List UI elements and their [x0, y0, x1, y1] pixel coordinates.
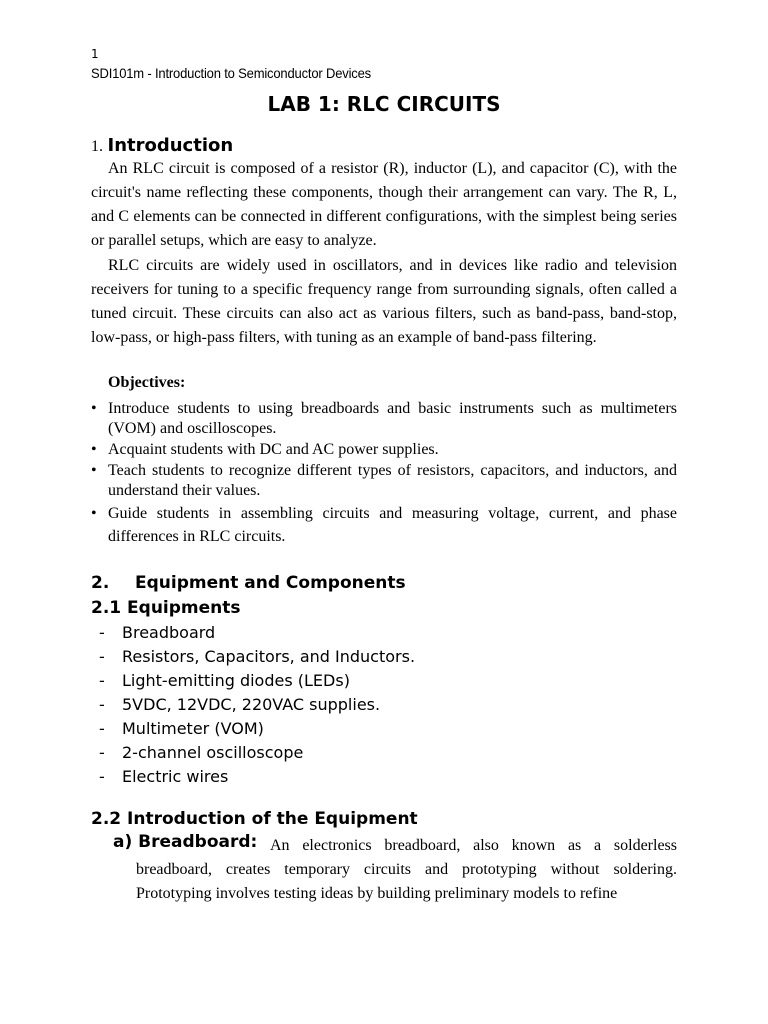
objective-text: Guide students in assembling circuits and measuring voltage, current, and phase differences in RLC circuits.: [108, 505, 677, 545]
intro-paragraph-1: An RLC circuit is composed of a resistor (R), inductor (L), and capacitor (C), with the circuit's name reflecting these components, though their arrangement can vary. The R, L, and C elements can be connected in different configurations, with the simplest being series or parallel setups, which are easy to analyze.: [91, 160, 677, 249]
objective-item: [91, 440, 677, 460]
objective-text: Teach students to recognize different types of resistors, capacitors, and inductors, and understand their values.: [108, 462, 677, 499]
equipment-text: 2-channel oscilloscope: [122, 743, 304, 762]
list-item: - Breadboard: [99, 623, 216, 642]
equipment-text: Resistors, Capacitors, and Inductors.: [122, 647, 416, 666]
equipment-text: Multimeter (VOM): [122, 719, 264, 738]
objective-text: Acquaint students with DC and AC power supplies.: [108, 441, 439, 458]
equipment-list: [99, 621, 415, 789]
list-item: - 2-channel oscilloscope: [99, 743, 304, 762]
list-item: - Electric wires: [99, 767, 229, 786]
subsection-2-2-title: 2.2 Introduction of the Equipment: [91, 809, 418, 829]
objective-item: [91, 461, 677, 501]
objectives-label: Objectives:: [108, 374, 186, 391]
section-1-title: Introduction: [107, 135, 234, 156]
lab-title: LAB 1: RLC CIRCUITS: [267, 92, 501, 116]
equipment-text: Electric wires: [122, 767, 229, 786]
section-1-number: 1.: [91, 138, 103, 155]
objectives-list: [91, 399, 677, 549]
objective-item: [91, 399, 677, 439]
section-2-title: Equipment and Components: [135, 573, 406, 593]
objective-item: [91, 502, 677, 548]
equipment-text: Light-emitting diodes (LEDs): [122, 671, 350, 690]
bullet-icon: •: [91, 400, 97, 417]
equipment-text: Breadboard: [122, 623, 216, 642]
breadboard-paragraph: An electronics breadboard, also known as a solderless breadboard, creates temporary circuits and prototyping without soldering. Prototyping involves testing ideas by building preliminary models to refine: [136, 837, 677, 902]
list-item: - Resistors, Capacitors, and Inductors.: [99, 647, 416, 666]
bullet-icon: •: [91, 505, 97, 522]
bullet-icon: •: [91, 441, 97, 458]
intro-paragraph-2: RLC circuits are widely used in oscillators, and in devices like radio and television receivers for tuning to a specific frequency range from surrounding signals, often called a tuned circuit. These circuits can also act as various filters, such as band-pass, band-stop, low-pass, or high-pass filters, with tuning as an example of band-pass filtering.: [91, 257, 677, 346]
list-item: - Light-emitting diodes (LEDs): [99, 671, 350, 690]
bullet-icon: •: [91, 462, 97, 479]
list-item: - 5VDC, 12VDC, 220VAC supplies.: [99, 695, 381, 714]
course-header: SDI101m - Introduction to Semiconductor Devices: [91, 65, 372, 81]
section-2-heading: [91, 573, 406, 593]
section-1-heading: [91, 135, 233, 156]
equipment-text: 5VDC, 12VDC, 220VAC supplies.: [122, 695, 381, 714]
objective-text: Introduce students to using breadboards and basic instruments such as multimeters (VOM) and oscilloscopes.: [108, 400, 677, 437]
list-item: - Multimeter (VOM): [99, 719, 264, 738]
subsection-2-1-title: 2.1 Equipments: [91, 598, 241, 618]
section-2-number: 2.: [91, 573, 110, 593]
page-number: 1: [91, 47, 99, 61]
breadboard-label: a) Breadboard:: [113, 832, 258, 852]
